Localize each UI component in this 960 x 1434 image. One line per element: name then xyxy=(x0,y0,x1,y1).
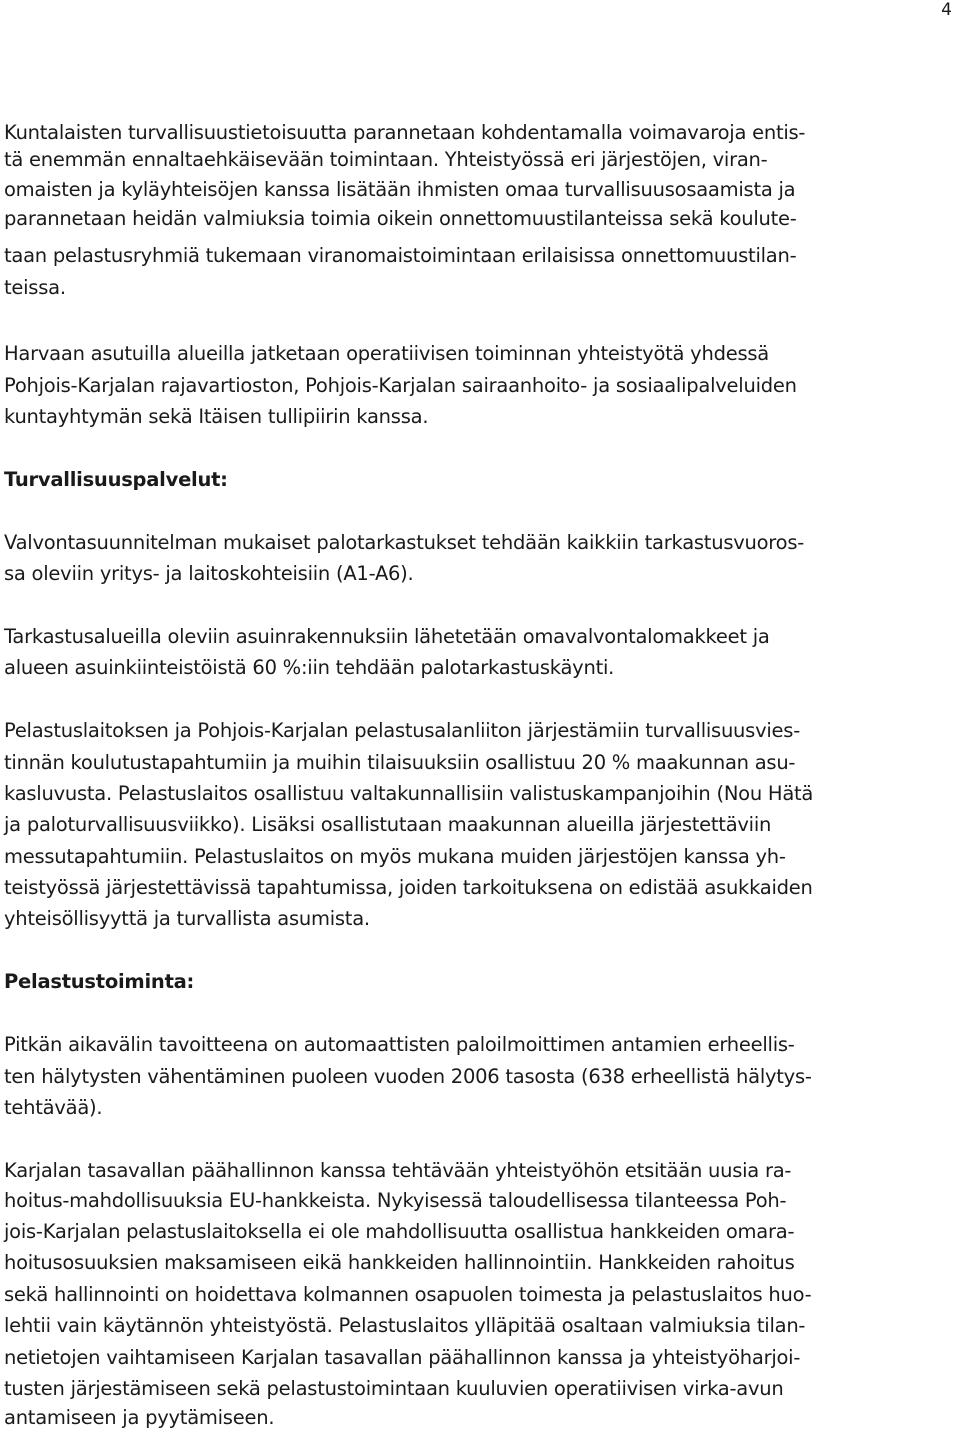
paragraph-line: tehtävää). xyxy=(4,1096,103,1119)
paragraph-line: teistyössä järjestettävissä tapahtumissa, joiden tarkoituksena on edistää asukkaiden xyxy=(4,876,813,899)
paragraph-line: teissa. xyxy=(4,276,66,299)
paragraph-line: Pelastuslaitoksen ja Pohjois-Karjalan pelastusalanliiton järjestämiin turvallisuusvies- xyxy=(4,719,800,742)
paragraph-line: Pohjois-Karjalan rajavartioston, Pohjois-Karjalan sairaanhoito- ja sosiaalipalveluiden xyxy=(4,374,797,397)
paragraph-line: taan pelastusryhmiä tukemaan viranomaistoimintaan erilaisissa onnettomuustilan- xyxy=(4,244,797,267)
section-heading: Pelastustoiminta: xyxy=(4,970,195,993)
paragraph-line: antamiseen ja pyytämiseen. xyxy=(4,1406,275,1429)
paragraph-line: tinnän koulutustapahtumiin ja muihin tilaisuuksiin osallistuu 20 % maakunnan asu- xyxy=(4,751,796,774)
paragraph-line: sekä hallinnointi on hoidettava kolmannen osapuolen toimesta ja pelastuslaitos huo- xyxy=(4,1283,812,1306)
paragraph-line: tusten järjestämiseen sekä pelastustoimintaan kuuluvien operatiivisen virka-avun xyxy=(4,1377,784,1400)
paragraph-line: Harvaan asutuilla alueilla jatketaan operatiivisen toiminnan yhteistyötä yhdessä xyxy=(4,342,769,365)
paragraph-line: parannetaan heidän valmiuksia toimia oikein onnettomuustilanteissa sekä koulute- xyxy=(4,207,797,230)
paragraph-line: kuntayhtymän sekä Itäisen tullipiirin kanssa. xyxy=(4,405,429,428)
page-number: 4 xyxy=(941,0,952,20)
paragraph-line: jois-Karjalan pelastuslaitoksella ei ole mahdollisuutta osallistua hankkeiden omara- xyxy=(4,1220,795,1243)
paragraph-line: ja paloturvallisuusviikko). Lisäksi osallistutaan maakunnan alueilla järjestettäviin xyxy=(4,813,772,836)
paragraph-line: alueen asuinkiinteistöistä 60 %:iin tehdään palotarkastuskäynti. xyxy=(4,656,615,679)
paragraph-line: Valvontasuunnitelman mukaiset palotarkastukset tehdään kaikkiin tarkastusvuoros- xyxy=(4,531,805,554)
paragraph-line: Pitkän aikavälin tavoitteena on automaattisten paloilmoittimen antamien erheellis- xyxy=(4,1033,795,1056)
paragraph-line: tä enemmän ennaltaehkäisevään toimintaan. Yhteistyössä eri järjestöjen, viran- xyxy=(4,148,768,171)
paragraph-line: kasluvusta. Pelastuslaitos osallistuu valtakunnallisiin valistuskampanjoihin (Nou Hätä xyxy=(4,782,814,805)
paragraph-line: netietojen vaihtamiseen Karjalan tasavallan päähallinnon kanssa ja yhteistyöharjoi- xyxy=(4,1346,801,1369)
paragraph-line: Kuntalaisten turvallisuustietoisuutta parannetaan kohdentamalla voimavaroja entis- xyxy=(4,121,806,144)
paragraph-line: ten hälytysten vähentäminen puoleen vuoden 2006 tasosta (638 erheellistä hälytys- xyxy=(4,1065,812,1088)
paragraph-line: hoitusosuuksien maksamiseen eikä hankkeiden hallinnointiin. Hankkeiden rahoitus xyxy=(4,1251,795,1274)
paragraph-line: hoitus-mahdollisuuksia EU-hankkeista. Nykyisessä taloudellisessa tilanteessa Poh- xyxy=(4,1189,787,1212)
paragraph-line: lehtii vain käytännön yhteistyöstä. Pelastuslaitos ylläpitää osaltaan valmiuksia tilan- xyxy=(4,1314,806,1337)
paragraph-line: Karjalan tasavallan päähallinnon kanssa tehtävään yhteistyöhön etsitään uusia ra- xyxy=(4,1159,792,1182)
paragraph-line: yhteisöllisyyttä ja turvallista asumista. xyxy=(4,907,370,930)
paragraph-line: Tarkastusalueilla oleviin asuinrakennuksiin lähetetään omavalvontalomakkeet ja xyxy=(4,625,770,648)
paragraph-line: messutapahtumiin. Pelastuslaitos on myös mukana muiden järjestöjen kanssa yh- xyxy=(4,845,786,868)
section-heading: Turvallisuuspalvelut: xyxy=(4,468,228,491)
paragraph-line: omaisten ja kyläyhteisöjen kanssa lisätään ihmisten omaa turvallisuusosaamista ja xyxy=(4,178,796,201)
paragraph-line: sa oleviin yritys- ja laitoskohteisiin (A1-A6). xyxy=(4,562,414,585)
